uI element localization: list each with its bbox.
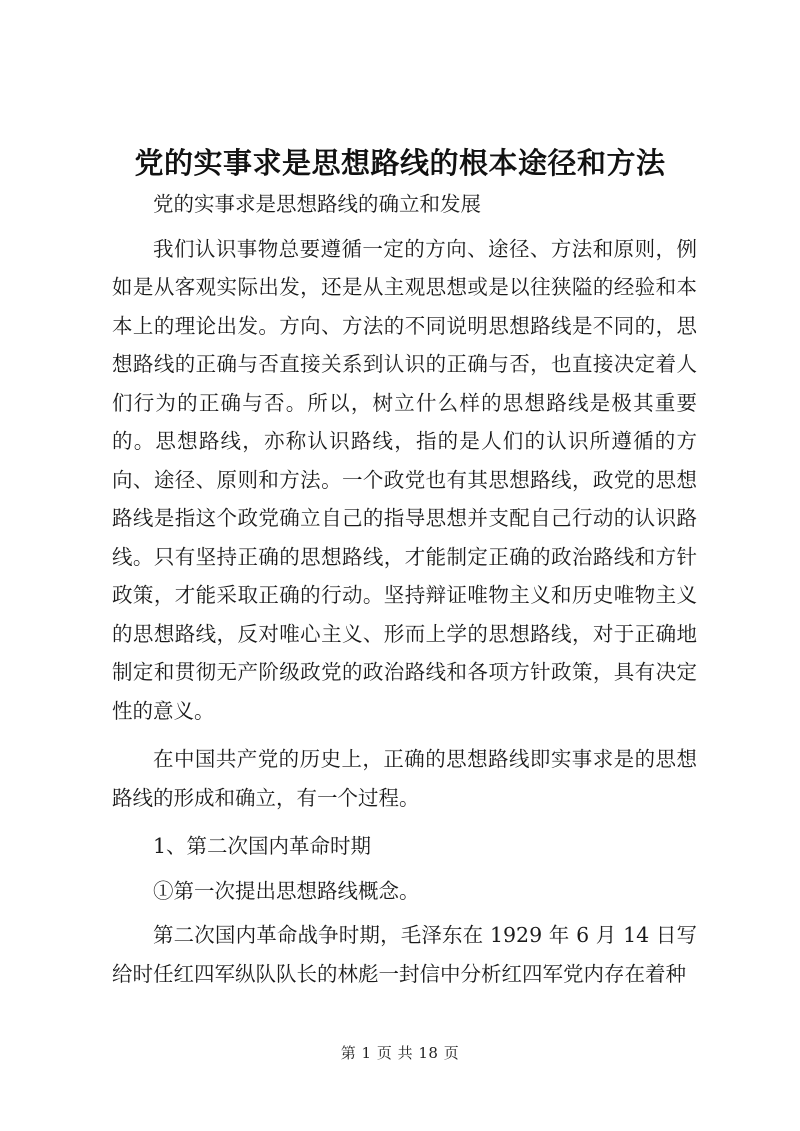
subsection-heading: 1、第二次国内革命时期 bbox=[153, 834, 372, 858]
section-heading: 党的实事求是思想路线的确立和发展 bbox=[153, 192, 481, 216]
page-number-footer: 第 1 页 共 18 页 bbox=[340, 1044, 460, 1062]
document-body bbox=[112, 185, 697, 1003]
body-paragraph: 在中国共产党的历史上，正确的思想路线即实事求是的思想路线的形成和确立，有一个过程。 bbox=[112, 747, 697, 810]
list-item-heading: ①第一次提出思想路线概念。 bbox=[153, 878, 420, 903]
body-paragraph: 第二次国内革命战争时期，毛泽东在 1929 年 6 月 14 日写给时任红四军纵队队长的林彪一封信中分析红四军党内存在着种 bbox=[112, 923, 697, 986]
document-title: 党的实事求是思想路线的根本途径和方法 bbox=[134, 146, 666, 180]
body-paragraph: 我们认识事物总要遵循一定的方向、途径、方法和原则，例如是从客观实际出发，还是从主观思想或是以往狭隘的经验和本本上的理论出发。方向、方法的不同说明思想路线是不同的，思想路线的正确与否直接关系到认识的正确与否，也直接决定着人们行为的正确与否。所以，树立什么样的思想路线是极其重要的。思想路线，亦称认识路线，指的是人们的认识所遵循的方向、途径、原则和方法。一个政党也有其思想路线，政党的思想路线是指这个政党确立自己的指导思想并支配自己行动的认识路线。只有坚持正确的思想路线，才能制定正确的政治路线和方针政策，才能采取正确的行动。坚持辩证唯物主义和历史唯物主义的思想路线，反对唯心主义、形而上学的思想路线，对于正确地制定和贯彻无产阶级政党的政治路线和各项方针政策，具有决定性的意义。 bbox=[112, 236, 697, 723]
